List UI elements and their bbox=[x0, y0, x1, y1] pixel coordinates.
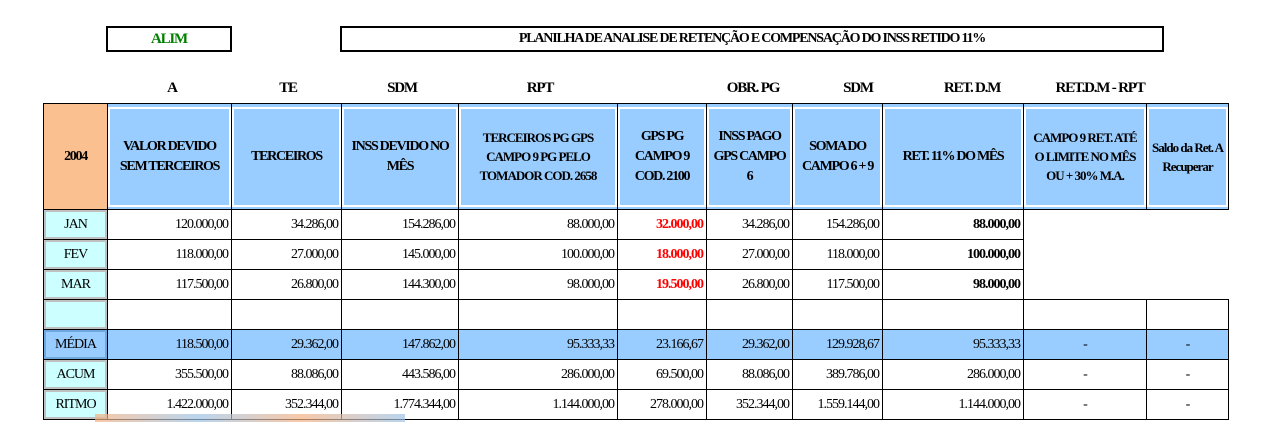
data-cell: 34.286,00 bbox=[232, 210, 342, 240]
data-cell: 29.362,00 bbox=[707, 330, 793, 360]
data-cell bbox=[1147, 270, 1229, 300]
data-cell: 18.000,00 bbox=[618, 240, 707, 270]
header-cell: RET. 11% DO MÊS bbox=[883, 104, 1024, 210]
data-cell: - bbox=[1147, 330, 1229, 360]
data-cell: 95.333,33 bbox=[459, 330, 618, 360]
data-cell bbox=[1147, 210, 1229, 240]
data-cell: 1.144.000,00 bbox=[883, 390, 1024, 420]
row-label: MÉDIA bbox=[44, 330, 108, 360]
header-cell: TERCEIROS bbox=[232, 104, 342, 210]
data-cell: - bbox=[1024, 390, 1147, 420]
table-row bbox=[44, 210, 1229, 240]
row-label: ACUM bbox=[44, 360, 108, 390]
header-cell: SOMA DO CAMPO 6 + 9 bbox=[793, 104, 883, 210]
data-cell: 118.000,00 bbox=[793, 240, 883, 270]
column-codes bbox=[0, 80, 1263, 100]
data-cell: 278.000,00 bbox=[618, 390, 707, 420]
year-cell: 2004 bbox=[44, 104, 108, 210]
data-cell: 145.000,00 bbox=[342, 240, 459, 270]
data-cell: 117.500,00 bbox=[793, 270, 883, 300]
data-cell bbox=[459, 300, 618, 330]
data-cell: 98.000,00 bbox=[883, 270, 1024, 300]
data-cell bbox=[883, 300, 1024, 330]
data-cell bbox=[1147, 240, 1229, 270]
header-cell: GPS PG CAMPO 9 COD. 2100 bbox=[618, 104, 707, 210]
data-cell: 154.286,00 bbox=[793, 210, 883, 240]
data-cell: 389.786,00 bbox=[793, 360, 883, 390]
data-cell bbox=[618, 300, 707, 330]
data-cell: 1.422.000,00 bbox=[108, 390, 232, 420]
header-cell: INSS PAGO GPS CAMPO 6 bbox=[707, 104, 793, 210]
column-code: RET.D.M - RPT bbox=[1055, 80, 1145, 96]
column-code: RET. D.M bbox=[943, 80, 1001, 96]
data-cell: 443.586,00 bbox=[342, 360, 459, 390]
header-cell: TERCEIROS PG GPS CAMPO 9 PG PELO TOMADOR COD. 2658 bbox=[459, 104, 618, 210]
data-cell bbox=[1147, 300, 1229, 330]
table-row bbox=[44, 300, 1229, 330]
data-cell: 144.300,00 bbox=[342, 270, 459, 300]
row-label: MAR bbox=[44, 270, 108, 300]
data-cell bbox=[1024, 300, 1147, 330]
data-cell bbox=[1024, 210, 1147, 240]
table-row bbox=[44, 270, 1229, 300]
row-label: JAN bbox=[44, 210, 108, 240]
data-cell: 352.344,00 bbox=[232, 390, 342, 420]
header-cell: CAMPO 9 RET. ATÉ O LIMITE NO MÊS OU + 30% M.A. bbox=[1024, 104, 1147, 210]
data-cell: 1.144.000,00 bbox=[459, 390, 618, 420]
data-cell: 19.500,00 bbox=[618, 270, 707, 300]
table-row bbox=[44, 330, 1229, 360]
column-code: OBR. PG bbox=[726, 80, 780, 96]
data-cell bbox=[232, 300, 342, 330]
data-cell: 27.000,00 bbox=[707, 240, 793, 270]
data-cell: - bbox=[1147, 390, 1229, 420]
data-cell: 286.000,00 bbox=[883, 360, 1024, 390]
decorative-strip bbox=[95, 414, 405, 422]
data-cell: 32.000,00 bbox=[618, 210, 707, 240]
data-cell: - bbox=[1024, 330, 1147, 360]
data-cell: 23.166,67 bbox=[618, 330, 707, 360]
table-row bbox=[44, 360, 1229, 390]
column-code: A bbox=[167, 80, 177, 96]
column-code: RPT bbox=[526, 80, 554, 96]
data-cell: 118.500,00 bbox=[108, 330, 232, 360]
data-cell: 95.333,33 bbox=[883, 330, 1024, 360]
data-cell bbox=[342, 300, 459, 330]
data-cell: 88.086,00 bbox=[707, 360, 793, 390]
data-cell: 154.286,00 bbox=[342, 210, 459, 240]
data-cell bbox=[1024, 240, 1147, 270]
header-cell: INSS DEVIDO NO MÊS bbox=[342, 104, 459, 210]
data-cell: 26.800,00 bbox=[707, 270, 793, 300]
data-cell bbox=[793, 300, 883, 330]
data-cell: 120.000,00 bbox=[108, 210, 232, 240]
data-cell: 88.086,00 bbox=[232, 360, 342, 390]
data-cell: 88.000,00 bbox=[883, 210, 1024, 240]
data-cell: 147.862,00 bbox=[342, 330, 459, 360]
header-cell: VALOR DEVIDO SEM TERCEIROS bbox=[108, 104, 232, 210]
column-code: SDM bbox=[843, 80, 873, 96]
data-cell: 69.500,00 bbox=[618, 360, 707, 390]
retention-table bbox=[43, 103, 1229, 420]
table-row bbox=[44, 240, 1229, 270]
column-code: SDM bbox=[387, 80, 417, 96]
data-cell: 129.928,67 bbox=[793, 330, 883, 360]
data-cell: 88.000,00 bbox=[459, 210, 618, 240]
alim-label: ALIM bbox=[106, 26, 232, 52]
data-cell: 26.800,00 bbox=[232, 270, 342, 300]
data-cell bbox=[108, 300, 232, 330]
data-cell: 29.362,00 bbox=[232, 330, 342, 360]
sheet-title: PLANILHA DE ANALISE DE RETENÇÃO E COMPENSAÇÃO DO INSS RETIDO 11% bbox=[340, 26, 1164, 52]
row-label: FEV bbox=[44, 240, 108, 270]
data-cell: - bbox=[1147, 360, 1229, 390]
data-cell bbox=[707, 300, 793, 330]
data-cell: 352.344,00 bbox=[707, 390, 793, 420]
data-cell: 1.559.144,00 bbox=[793, 390, 883, 420]
data-cell: 118.000,00 bbox=[108, 240, 232, 270]
column-code: TE bbox=[279, 80, 297, 96]
row-label: RITMO bbox=[44, 390, 108, 420]
data-cell: - bbox=[1024, 360, 1147, 390]
row-label bbox=[44, 300, 108, 330]
data-cell: 98.000,00 bbox=[459, 270, 618, 300]
data-cell: 34.286,00 bbox=[707, 210, 793, 240]
data-cell: 27.000,00 bbox=[232, 240, 342, 270]
data-cell: 1.774.344,00 bbox=[342, 390, 459, 420]
data-cell: 117.500,00 bbox=[108, 270, 232, 300]
data-cell bbox=[1024, 270, 1147, 300]
header-cell: Saldo da Ret. A Recuperar bbox=[1147, 104, 1229, 210]
data-cell: 100.000,00 bbox=[883, 240, 1024, 270]
data-cell: 100.000,00 bbox=[459, 240, 618, 270]
data-cell: 286.000,00 bbox=[459, 360, 618, 390]
data-cell: 355.500,00 bbox=[108, 360, 232, 390]
